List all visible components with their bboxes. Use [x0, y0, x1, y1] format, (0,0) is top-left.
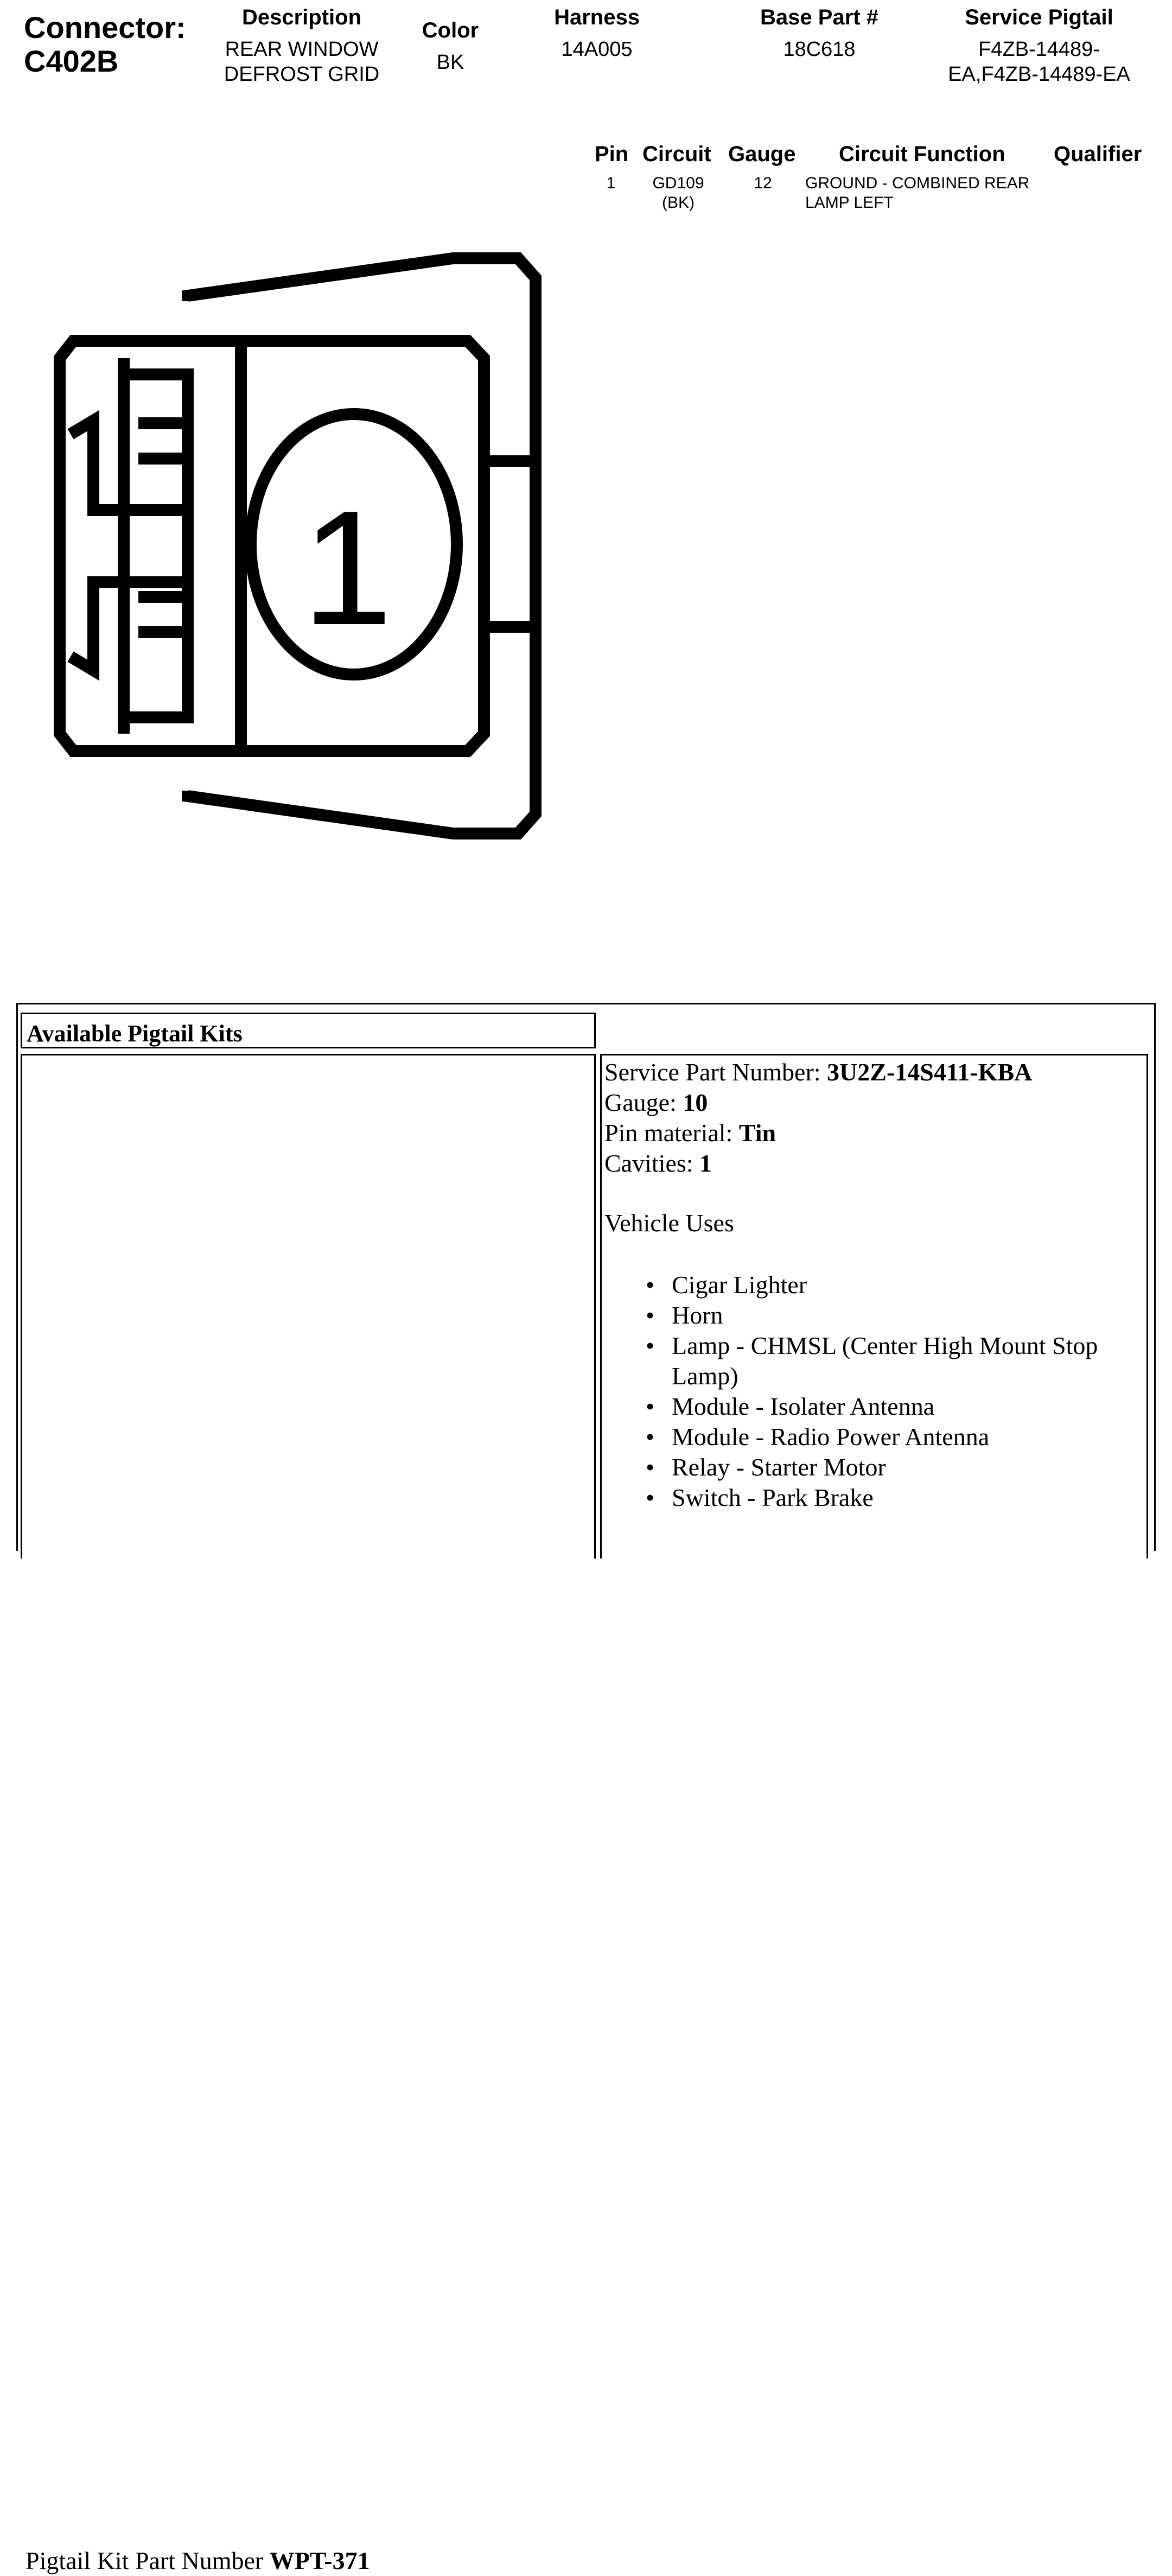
service-pigtail-header: Service Pigtail [965, 5, 1113, 29]
list-item: • Horn [604, 1300, 1142, 1331]
harness-value: 14A005 [561, 38, 633, 61]
vehicle-uses-list [604, 1270, 1142, 1513]
bullet-icon: • [646, 1423, 655, 1451]
pin-1-label: 1 [302, 476, 393, 659]
circuit-header: Circuit [642, 142, 711, 166]
connector-id: C402B [24, 44, 119, 78]
description-value: REAR WINDOW DEFROST GRID [224, 38, 380, 86]
pin-material: Pin material: Tin [604, 1119, 776, 1147]
list-item: • Module - Isolater Antenna [604, 1391, 1142, 1422]
service-part-number: Service Part Number: 3U2Z-14S411-KBA [604, 1058, 1033, 1086]
pigtail-kit-left-cell [21, 1054, 596, 2574]
description-header: Description [241, 5, 362, 29]
list-item: • Switch - Park Brake [604, 1483, 1142, 1513]
bullet-icon: • [646, 1301, 655, 1329]
list-item: • Cigar Lighter [604, 1270, 1142, 1300]
base-part-header: Base Part # [760, 5, 878, 29]
function-cell: GROUND - COMBINED REAR LAMP LEFT [805, 174, 1030, 212]
gauge-cell: 12 [754, 174, 772, 192]
pigtail-kit-specs [604, 1057, 1142, 1513]
list-item: • Module - Radio Power Antenna [604, 1422, 1142, 1452]
bullet-icon: • [646, 1332, 655, 1359]
bullet-icon: • [646, 1484, 655, 1511]
circuit-cell: GD109 (BK) [652, 174, 704, 212]
vehicle-uses-title: Vehicle Uses [604, 1209, 734, 1237]
pigtail-kit-part-number: Pigtail Kit Part Number WPT-371 [26, 2547, 370, 2574]
service-pigtail-value: F4ZB-14489- EA,F4ZB-14489-EA [948, 38, 1130, 86]
bullet-icon: • [646, 1392, 655, 1420]
gauge-header: Gauge [728, 142, 796, 166]
base-part-value: 18C618 [783, 38, 856, 61]
kit-gauge: Gauge: 10 [604, 1089, 708, 1116]
qualifier-header: Qualifier [1054, 142, 1142, 166]
color-header: Color [422, 18, 479, 42]
bullet-icon: • [646, 1453, 655, 1481]
connector-face-diagram [0, 0, 1172, 977]
bullet-icon: • [646, 1271, 655, 1299]
pigtail-kits-title: Available Pigtail Kits [27, 1020, 243, 1047]
pin-cell: 1 [606, 174, 616, 192]
function-header: Circuit Function [839, 142, 1005, 166]
list-item: • Lamp - CHMSL (Center High Mount Stop Lamp) [646, 1332, 1098, 1390]
harness-header: Harness [554, 5, 640, 29]
color-value: BK [436, 51, 464, 74]
pigtail-kits-title-box [21, 1013, 596, 1048]
list-item: • Relay - Starter Motor [604, 1452, 1142, 1483]
connector-label: Connector: [24, 10, 186, 44]
latch-outline [124, 358, 188, 734]
cavities: Cavities: 1 [604, 1149, 712, 1177]
pin-header: Pin [595, 142, 629, 166]
